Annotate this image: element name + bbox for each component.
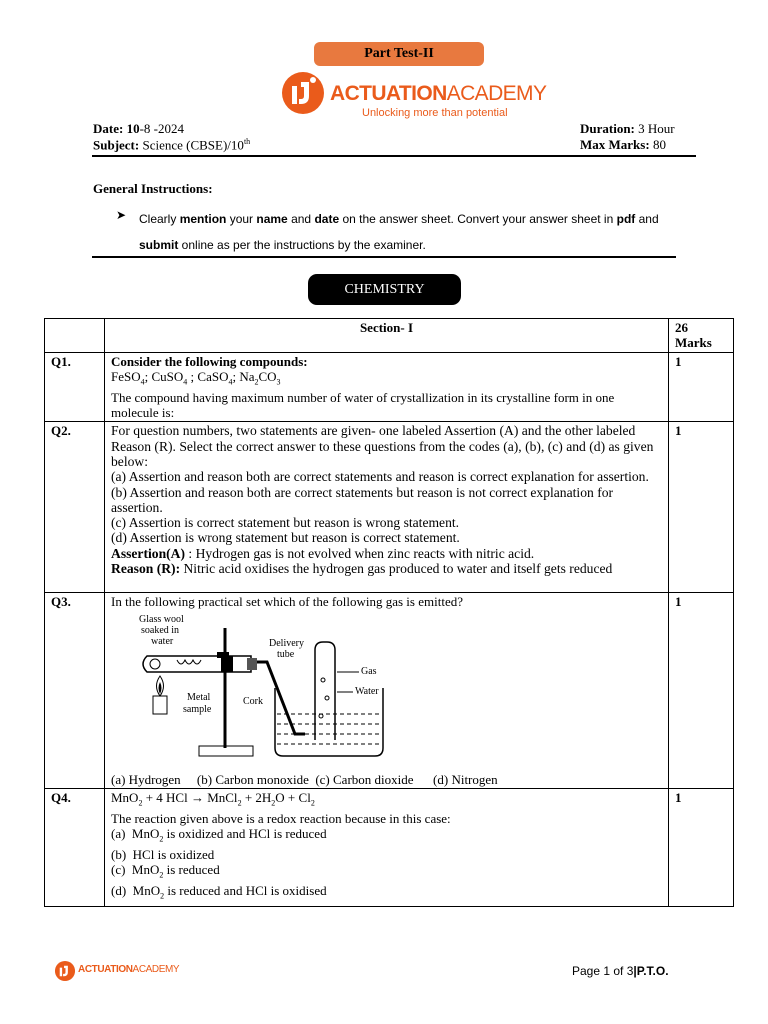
q1-compounds: FeSO$_4$; CuSO$_4$ ; CaSO$_4$; $Na_2CO_3$ (111, 368, 281, 387)
section-row (45, 319, 734, 353)
duration-label: Duration: (580, 121, 635, 136)
question-row-q3 (45, 593, 734, 789)
question-table (44, 318, 734, 907)
footer-brand (78, 964, 179, 975)
instr-b5: submit (139, 238, 179, 252)
fig-label-metal-2: sample (183, 703, 212, 715)
q2-reason-text: Nitric acid oxidises the hydrogen gas produced to water and itself gets reduced (180, 561, 613, 577)
header-divider (92, 155, 696, 157)
q4-question: The reaction given above is a redox reaction because in this case: (111, 810, 451, 826)
q2-assertion (111, 546, 662, 561)
subject-pill (308, 274, 461, 305)
q4-number: Q4. (45, 788, 105, 906)
subject-value: Science (CBSE)/10 (142, 137, 244, 153)
q2-assertion-label: Assertion(A) (111, 545, 185, 561)
brand-bold: ACTUATION (330, 82, 447, 105)
q1-number: Q1. (45, 352, 105, 422)
q1-heading: Consider the following compounds: (111, 353, 308, 369)
q4-option-d: (d) MnO$_2$ is reduced and HCl is oxidised (111, 883, 327, 901)
q2-number: Q2. (45, 422, 105, 593)
academy-logo (280, 70, 547, 122)
instr-t3: and (287, 212, 315, 226)
q1-marks: 1 (669, 352, 734, 422)
page-count: Page 1 of 3 (572, 964, 634, 978)
instr-b4: pdf (616, 212, 636, 226)
q4-equation: MnO$_2$ + 4 HCl → MnCl$_2$ + $2H_2O + Cl_2$ (111, 789, 315, 808)
q2-reason (111, 561, 662, 576)
q2-reason-label: Reason (R): (111, 561, 181, 577)
test-title-pill (314, 42, 484, 66)
brand-name (330, 82, 546, 106)
q2-option-d: (d) Assertion is wrong statement but reason is correct statement. (111, 530, 460, 546)
q2-option-b: (b) Assertion and reason both are correct statements but reason is not correct explanation for assertion. (111, 484, 614, 515)
fig-label-metal-1: Metal (187, 691, 211, 703)
fig-label-delivery-1: Delivery (269, 637, 304, 649)
q2-option-a: (a) Assertion and reason both are correct statements and reason is correct explanation for assertion. (111, 469, 649, 485)
q2-assertion-text: : Hydrogen gas is not evolved when zinc reacts with nitric acid. (185, 545, 535, 561)
brand-light: ACADEMY (446, 82, 547, 105)
footer-brand-light: ACADEMY (132, 964, 180, 975)
fig-label-glass-wool-2: soaked in (141, 624, 180, 636)
q3-body (105, 593, 669, 789)
instr-b1: mention (179, 212, 227, 226)
section-marks: 26 Marks (669, 319, 734, 353)
q2-option-c: (c) Assertion is correct statement but reason is wrong statement. (111, 515, 460, 531)
fig-label-delivery-2: tube (277, 648, 295, 660)
pto-label: P.T.O. (636, 964, 669, 978)
q4-marks: 1 (669, 788, 734, 906)
max-marks-line (580, 137, 666, 153)
subject-pill-label: CHEMISTRY (344, 282, 425, 297)
page-number: Page 1 of 3|P.T.O. (572, 964, 669, 978)
instr-t1: Clearly (139, 212, 180, 226)
q3-question: In the following practical set which of the following gas is emitted? (111, 594, 463, 610)
date-label: Date: (93, 121, 124, 136)
q2-intro: For question numbers, two statements are given- one labeled Assertion (A) and the other labeled Reason (R). Select the correct answer to these questions from the codes (a), (b), (c) and (d) as given below: (111, 423, 654, 469)
subject-sup: th (243, 137, 251, 146)
q4-option-b: (b) HCl is oxidized (111, 847, 215, 863)
instr-b3: date (314, 212, 340, 226)
duration-line (580, 121, 675, 137)
max-marks-label: Max Marks: (580, 137, 650, 152)
subject-label: Subject: (93, 137, 140, 153)
q2-body (105, 422, 669, 593)
q3-marks: 1 (669, 593, 734, 789)
instr-t4: on the answer sheet. Convert your answer sheet in (339, 212, 617, 226)
instr-b2: name (256, 212, 288, 226)
q3-options: (a) Hydrogen (b) Carbon monoxide (c) Carbon dioxide (d) Nitrogen (111, 771, 498, 787)
footer-logo (54, 960, 184, 982)
fig-label-cork: Cork (243, 695, 263, 707)
q3-apparatus-figure (125, 610, 415, 772)
section-title: Section- I (105, 319, 669, 353)
fig-label-gas: Gas (361, 665, 377, 677)
q2-marks: 1 (669, 422, 734, 593)
question-row-q2 (45, 422, 734, 593)
footer-brand-bold: ACTUATION (78, 964, 133, 975)
fig-label-water: Water (355, 685, 379, 697)
date-line (93, 121, 184, 137)
instr-t6: online as per the instructions by the examiner. (178, 238, 426, 252)
academy-logo-icon (280, 70, 326, 116)
date-value-bold: 10 (126, 121, 140, 136)
question-row-q1 (45, 352, 734, 422)
q1-body (105, 352, 669, 422)
instr-t5: and (635, 212, 659, 226)
q4-option-c: (c) MnO$_2$ is reduced (111, 862, 220, 880)
fig-label-glass-wool-3: water (151, 635, 174, 647)
q1-question: The compound having maximum number of water of crystallization in its crystalline form in one molecule is: (111, 389, 615, 421)
footer-logo-icon (54, 960, 76, 982)
section-num-cell (45, 319, 105, 353)
instruction-text (139, 206, 699, 258)
max-marks-value: 80 (652, 137, 666, 152)
q4-option-a: (a) MnO$_2$ is oxidized and HCl is reduced (111, 826, 327, 844)
question-row-q4 (45, 788, 734, 906)
arrow-bullet-icon: ➤ (116, 208, 127, 222)
brand-tagline: Unlocking more than potential (362, 107, 508, 119)
date-value: -8 -2024 (139, 121, 184, 136)
fig-label-glass-wool-1: Glass wool (139, 613, 184, 625)
instructions-title: General Instructions: (93, 181, 213, 196)
subject-line (93, 137, 250, 153)
q4-body (105, 788, 669, 906)
q3-number: Q3. (45, 593, 105, 789)
test-title: Part Test-II (364, 46, 434, 61)
instr-t2: your (226, 212, 257, 226)
duration-value: 3 Hour (638, 121, 675, 136)
instructions-divider (92, 256, 676, 258)
